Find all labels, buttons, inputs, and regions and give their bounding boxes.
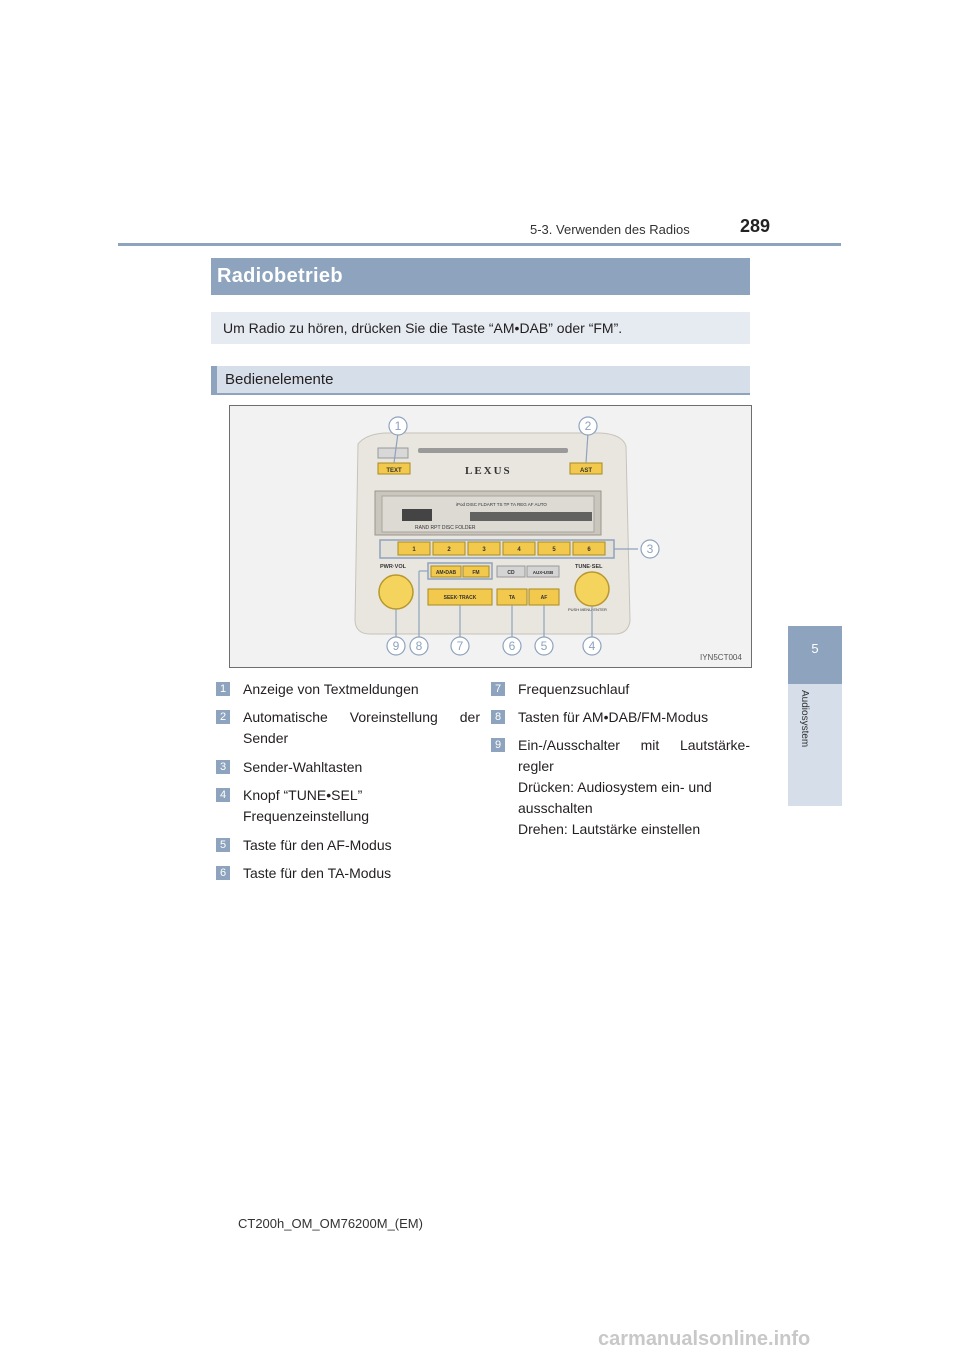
chapter-label: Audiosystem bbox=[799, 690, 810, 748]
legend-item-4: Knopf “TUNE•SEL” Frequenzeinstellung bbox=[243, 787, 370, 824]
callout-9-label: 9 bbox=[392, 639, 400, 653]
callout-4-label: 4 bbox=[588, 639, 596, 653]
legend-number-8: 8 bbox=[491, 710, 505, 724]
text-button-label: TEXT bbox=[386, 468, 402, 474]
legend-item-2: Automatische Voreinstellung der Sender bbox=[243, 709, 480, 746]
preset-label-1: 1 bbox=[412, 547, 416, 553]
aux-usb-label: AUX•USB bbox=[532, 570, 554, 575]
preset-label-2: 2 bbox=[447, 547, 451, 553]
ast-button-label: AST bbox=[580, 468, 592, 474]
preset-label-6: 6 bbox=[587, 547, 591, 553]
brand-logo: LEXUS bbox=[465, 465, 512, 477]
eject-button[interactable] bbox=[378, 448, 408, 458]
legend-number-5: 5 bbox=[216, 838, 230, 852]
cd-slot bbox=[418, 448, 568, 453]
legend-item-7: Frequenzsuchlauf bbox=[518, 681, 630, 697]
legend-number-1: 1 bbox=[216, 682, 230, 696]
legend-number-2: 2 bbox=[216, 710, 230, 724]
fm-label: FM bbox=[472, 570, 480, 576]
figure-code: IYN5CT004 bbox=[700, 653, 742, 662]
radio-figure bbox=[229, 405, 752, 668]
chapter-tab[interactable]: 5 bbox=[788, 626, 842, 684]
legend-item-1: Anzeige von Textmeldungen bbox=[243, 681, 419, 697]
legend-number-3: 3 bbox=[216, 760, 230, 774]
subheading: Bedienelemente bbox=[211, 366, 750, 393]
preset-label-4: 4 bbox=[517, 547, 521, 553]
preset-label-5: 5 bbox=[552, 547, 556, 553]
display-row-1: iPod DISC FLDART TS TP TA REG AF AUTO bbox=[456, 502, 547, 507]
legend-item-8: Tasten für AM•DAB/FM-Modus bbox=[518, 709, 709, 725]
intro-text: Um Radio zu hören, drücken Sie die Taste “AM•DAB” oder “FM”. bbox=[211, 312, 750, 344]
legend-item-5: Taste für den AF-Modus bbox=[243, 837, 392, 853]
push-enter-label: PUSH MENU·ENTER bbox=[568, 607, 607, 612]
preset-label-3: 3 bbox=[482, 547, 486, 553]
legend-item-3: Sender-Wahltasten bbox=[243, 759, 363, 775]
legend-number-4: 4 bbox=[216, 788, 230, 802]
callout-5-label: 5 bbox=[540, 639, 548, 653]
pwr-vol-knob[interactable] bbox=[379, 575, 413, 609]
af-label: AF bbox=[540, 595, 548, 601]
subheading-divider bbox=[211, 393, 750, 395]
cd-label: CD bbox=[507, 570, 515, 576]
display-row-2: RAND RPT DISC FOLDER bbox=[415, 525, 476, 531]
display-segments-left bbox=[402, 509, 432, 521]
header-divider bbox=[118, 243, 841, 246]
footer-doc-id: CT200h_OM_OM76200M_(EM) bbox=[238, 1216, 423, 1231]
callout-1-label: 1 bbox=[394, 419, 402, 433]
page-number: 289 bbox=[740, 216, 771, 236]
callout-2-label: 2 bbox=[584, 419, 592, 433]
display-segments-main bbox=[470, 512, 592, 521]
seek-track-label: SEEK·TRACK bbox=[443, 595, 477, 601]
pwr-vol-label: PWR·VOL bbox=[380, 564, 406, 570]
page-heading: Radiobetrieb bbox=[211, 258, 750, 295]
callout-3-label: 3 bbox=[646, 542, 654, 556]
am-dab-label: AM•DAB bbox=[435, 570, 457, 576]
callout-7-label: 7 bbox=[456, 639, 464, 653]
callout-8-label: 8 bbox=[415, 639, 423, 653]
section-title: 5-3. Verwenden des Radios bbox=[530, 222, 690, 237]
radio-illustration bbox=[230, 406, 751, 667]
legend-number-6: 6 bbox=[216, 866, 230, 880]
watermark: carmanualsonline.info bbox=[598, 1328, 811, 1350]
legend-item-6: Taste für den TA-Modus bbox=[243, 865, 392, 881]
legend-number-7: 7 bbox=[491, 682, 505, 696]
legend-number-9: 9 bbox=[491, 738, 505, 752]
callout-6-label: 6 bbox=[508, 639, 516, 653]
legend-item-9: Ein-/Ausschalter mit Lautstärke- regler Drücken: Audiosystem ein- und ausschalten Drehen: Lautstärke einstellen bbox=[518, 737, 750, 837]
tune-sel-label: TUNE·SEL bbox=[575, 564, 603, 570]
tune-sel-knob[interactable] bbox=[575, 572, 609, 606]
ta-label: TA bbox=[508, 595, 516, 601]
